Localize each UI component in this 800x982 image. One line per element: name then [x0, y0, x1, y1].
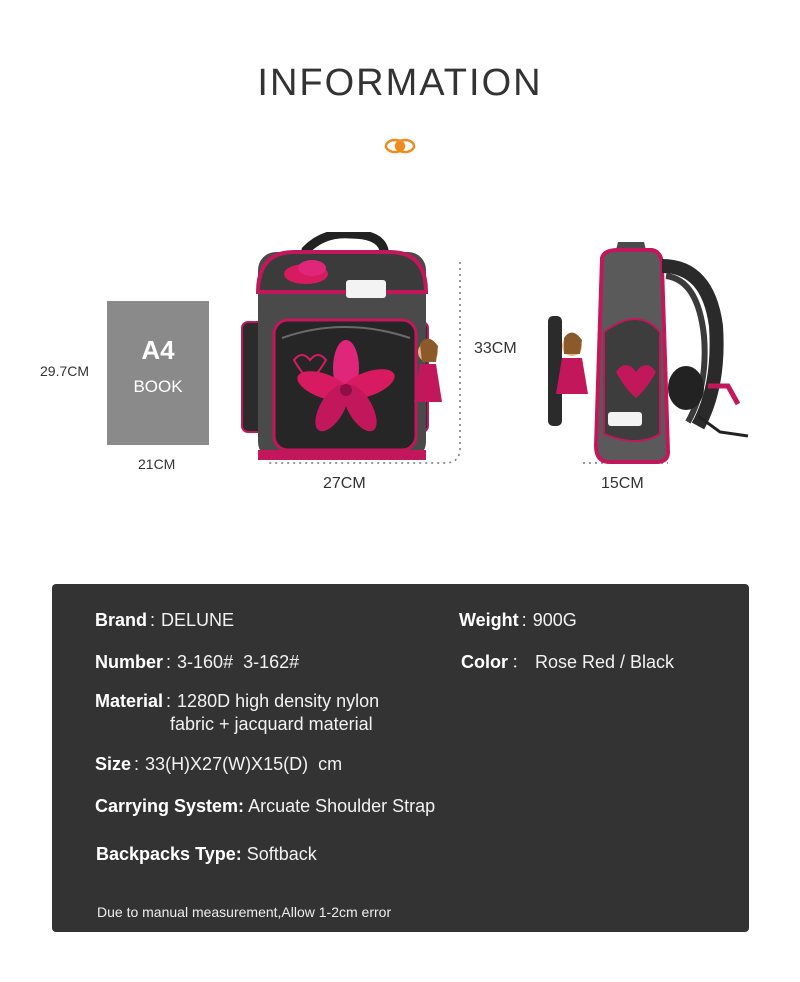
brand-value: DELUNE	[161, 610, 235, 630]
weight-value: 900G	[532, 610, 577, 630]
type-row	[96, 844, 317, 865]
color-label: Color	[461, 652, 508, 672]
double-ring-icon	[383, 137, 417, 155]
a4-book-reference	[107, 301, 209, 445]
material-value-line2: fabric + jacquard material	[170, 714, 373, 734]
page-title: INFORMATION	[257, 62, 543, 104]
size-row	[95, 754, 342, 775]
a4-label: A4	[141, 335, 175, 365]
weight-row	[459, 610, 577, 631]
backpack-front-image	[234, 232, 466, 464]
number-value: 3-160# 3-162#	[177, 652, 300, 672]
carrying-row	[95, 796, 435, 817]
weight-label: Weight	[459, 610, 519, 630]
book-height-label: 29.7CM	[40, 363, 90, 379]
material-separator: :	[166, 691, 172, 711]
color-value: Rose Red / Black	[535, 652, 675, 672]
type-value: Softback	[246, 844, 317, 864]
number-label: Number	[95, 652, 164, 672]
size-value: 33(H)X27(W)X15(D) cm	[145, 754, 343, 774]
measurement-note: Due to manual measurement,Allow 1-2cm error	[97, 904, 392, 920]
backpack-side-image	[548, 236, 758, 468]
number-separator: :	[166, 652, 172, 672]
brand-separator: :	[150, 610, 156, 630]
specification-panel	[52, 584, 749, 932]
number-row	[95, 652, 299, 673]
front-height-label: 33CM	[474, 340, 517, 357]
front-width-label: 27CM	[323, 475, 366, 492]
brand-label: Brand	[95, 610, 148, 630]
size-label: Size	[95, 754, 132, 774]
type-label: Backpacks Type:	[96, 844, 242, 864]
side-depth-label: 15CM	[601, 475, 644, 492]
carrying-label: Carrying System:	[95, 796, 245, 816]
material-row-continued	[170, 714, 373, 735]
color-row	[461, 648, 674, 674]
material-value-line1: 1280D high density nylon	[177, 691, 380, 711]
color-separator: ：	[511, 652, 529, 672]
weight-separator: :	[521, 610, 527, 630]
book-width-label: 21CM	[138, 456, 176, 472]
brand-row	[95, 610, 234, 631]
size-separator: :	[134, 754, 140, 774]
material-row	[95, 691, 379, 712]
carrying-value: Arcuate Shoulder Strap	[248, 796, 436, 816]
material-label: Material	[95, 691, 164, 711]
book-label: BOOK	[133, 377, 183, 396]
